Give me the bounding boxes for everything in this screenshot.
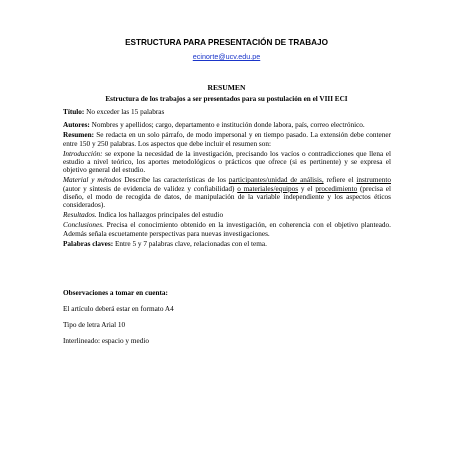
resultados-label: Resultados.	[63, 211, 97, 220]
introduccion-text: se expone la necesidad de la investigación, precisando los vacíos o contradicciones que llena el estudio a nivel teórico, los aportes metodológicos o prácticos que ofrece (si es pertinente) y se expresa el objetivo general del estudio.	[63, 149, 391, 175]
observaciones-heading: Observaciones a tomar en cuenta:	[63, 289, 168, 297]
material-text-3: (autor y síntesis de evidencia de validez y confiabilidad)	[63, 184, 238, 193]
material-text-2: refiere el	[323, 176, 357, 185]
material-text-1: Describe las características de los	[121, 176, 229, 185]
material-label: Material y métodos	[63, 176, 122, 185]
palabras-label: Palabras claves:	[63, 239, 114, 248]
resumen-paragraph	[63, 131, 391, 147]
resumen-text: Se redacta en un solo párrafo, de modo impersonal y en tiempo pasado. La extensión debe contener entre 150 y 250 palabras. Los aspectos que debe incluir el resumen son:	[63, 131, 391, 148]
autores-text: Nombres y apellidos; cargo, departamento e institución donde labora, país, correo electrónico.	[89, 121, 365, 130]
material-paragraph	[63, 176, 391, 209]
resumen-label: Resumen:	[63, 131, 95, 140]
introduccion-paragraph	[63, 150, 391, 175]
email-link[interactable]: ecinorte@ucv.edu.pe	[192, 52, 261, 61]
observacion-item: Tipo de letra Arial 10	[63, 321, 126, 329]
material-text-4: y el	[298, 184, 316, 193]
titulo-text: No exceder las 15 palabras	[84, 108, 165, 116]
material-underline-instrumento: instrumento	[356, 176, 391, 185]
conclusiones-label: Conclusiones.	[63, 221, 104, 230]
conclusiones-paragraph	[63, 221, 391, 237]
palabras-paragraph	[63, 240, 391, 248]
titulo-label: Título:	[63, 108, 85, 116]
introduccion-label: Introducción:	[63, 149, 103, 158]
document-title: ESTRUCTURA PARA PRESENTACIÓN DE TRABAJO	[125, 38, 328, 47]
palabras-text: Entre 5 y 7 palabras clave, relacionadas con el tema.	[113, 239, 267, 248]
observaciones-section	[63, 289, 391, 345]
resultados-paragraph	[63, 211, 391, 219]
material-underline-procedimiento: procedimiento	[315, 184, 358, 193]
document-body	[63, 108, 391, 250]
observacion-item: Interlineado: espacio y medio	[63, 337, 149, 345]
material-text-5: (precisa el diseño, el modo de recogida de datos, de manipulación de la variable independiente y los aspectos éticos considerados).	[63, 184, 391, 210]
section-subheading: Estructura de los trabajos a ser presentados para su postulación en el VIII ECI	[105, 95, 348, 103]
section-heading: RESUMEN	[207, 83, 246, 92]
material-underline-materiales: o materiales/equipos	[237, 184, 299, 193]
autores-paragraph	[63, 121, 391, 129]
resultados-text: Indica los hallazgos principales del estudio	[96, 211, 224, 220]
material-underline-participantes: participantes/unidad de análisis,	[228, 176, 324, 185]
conclusiones-text: Precisa el conocimiento obtenido en la investigación, en coherencia con el objetivo planteado. Además señala escuetamente perspectivas para nuevas investigaciones.	[63, 221, 391, 238]
titulo-paragraph	[63, 108, 391, 116]
observacion-item: El artículo deberá estar en formato A4	[63, 305, 174, 313]
autores-label: Autores:	[63, 121, 90, 130]
